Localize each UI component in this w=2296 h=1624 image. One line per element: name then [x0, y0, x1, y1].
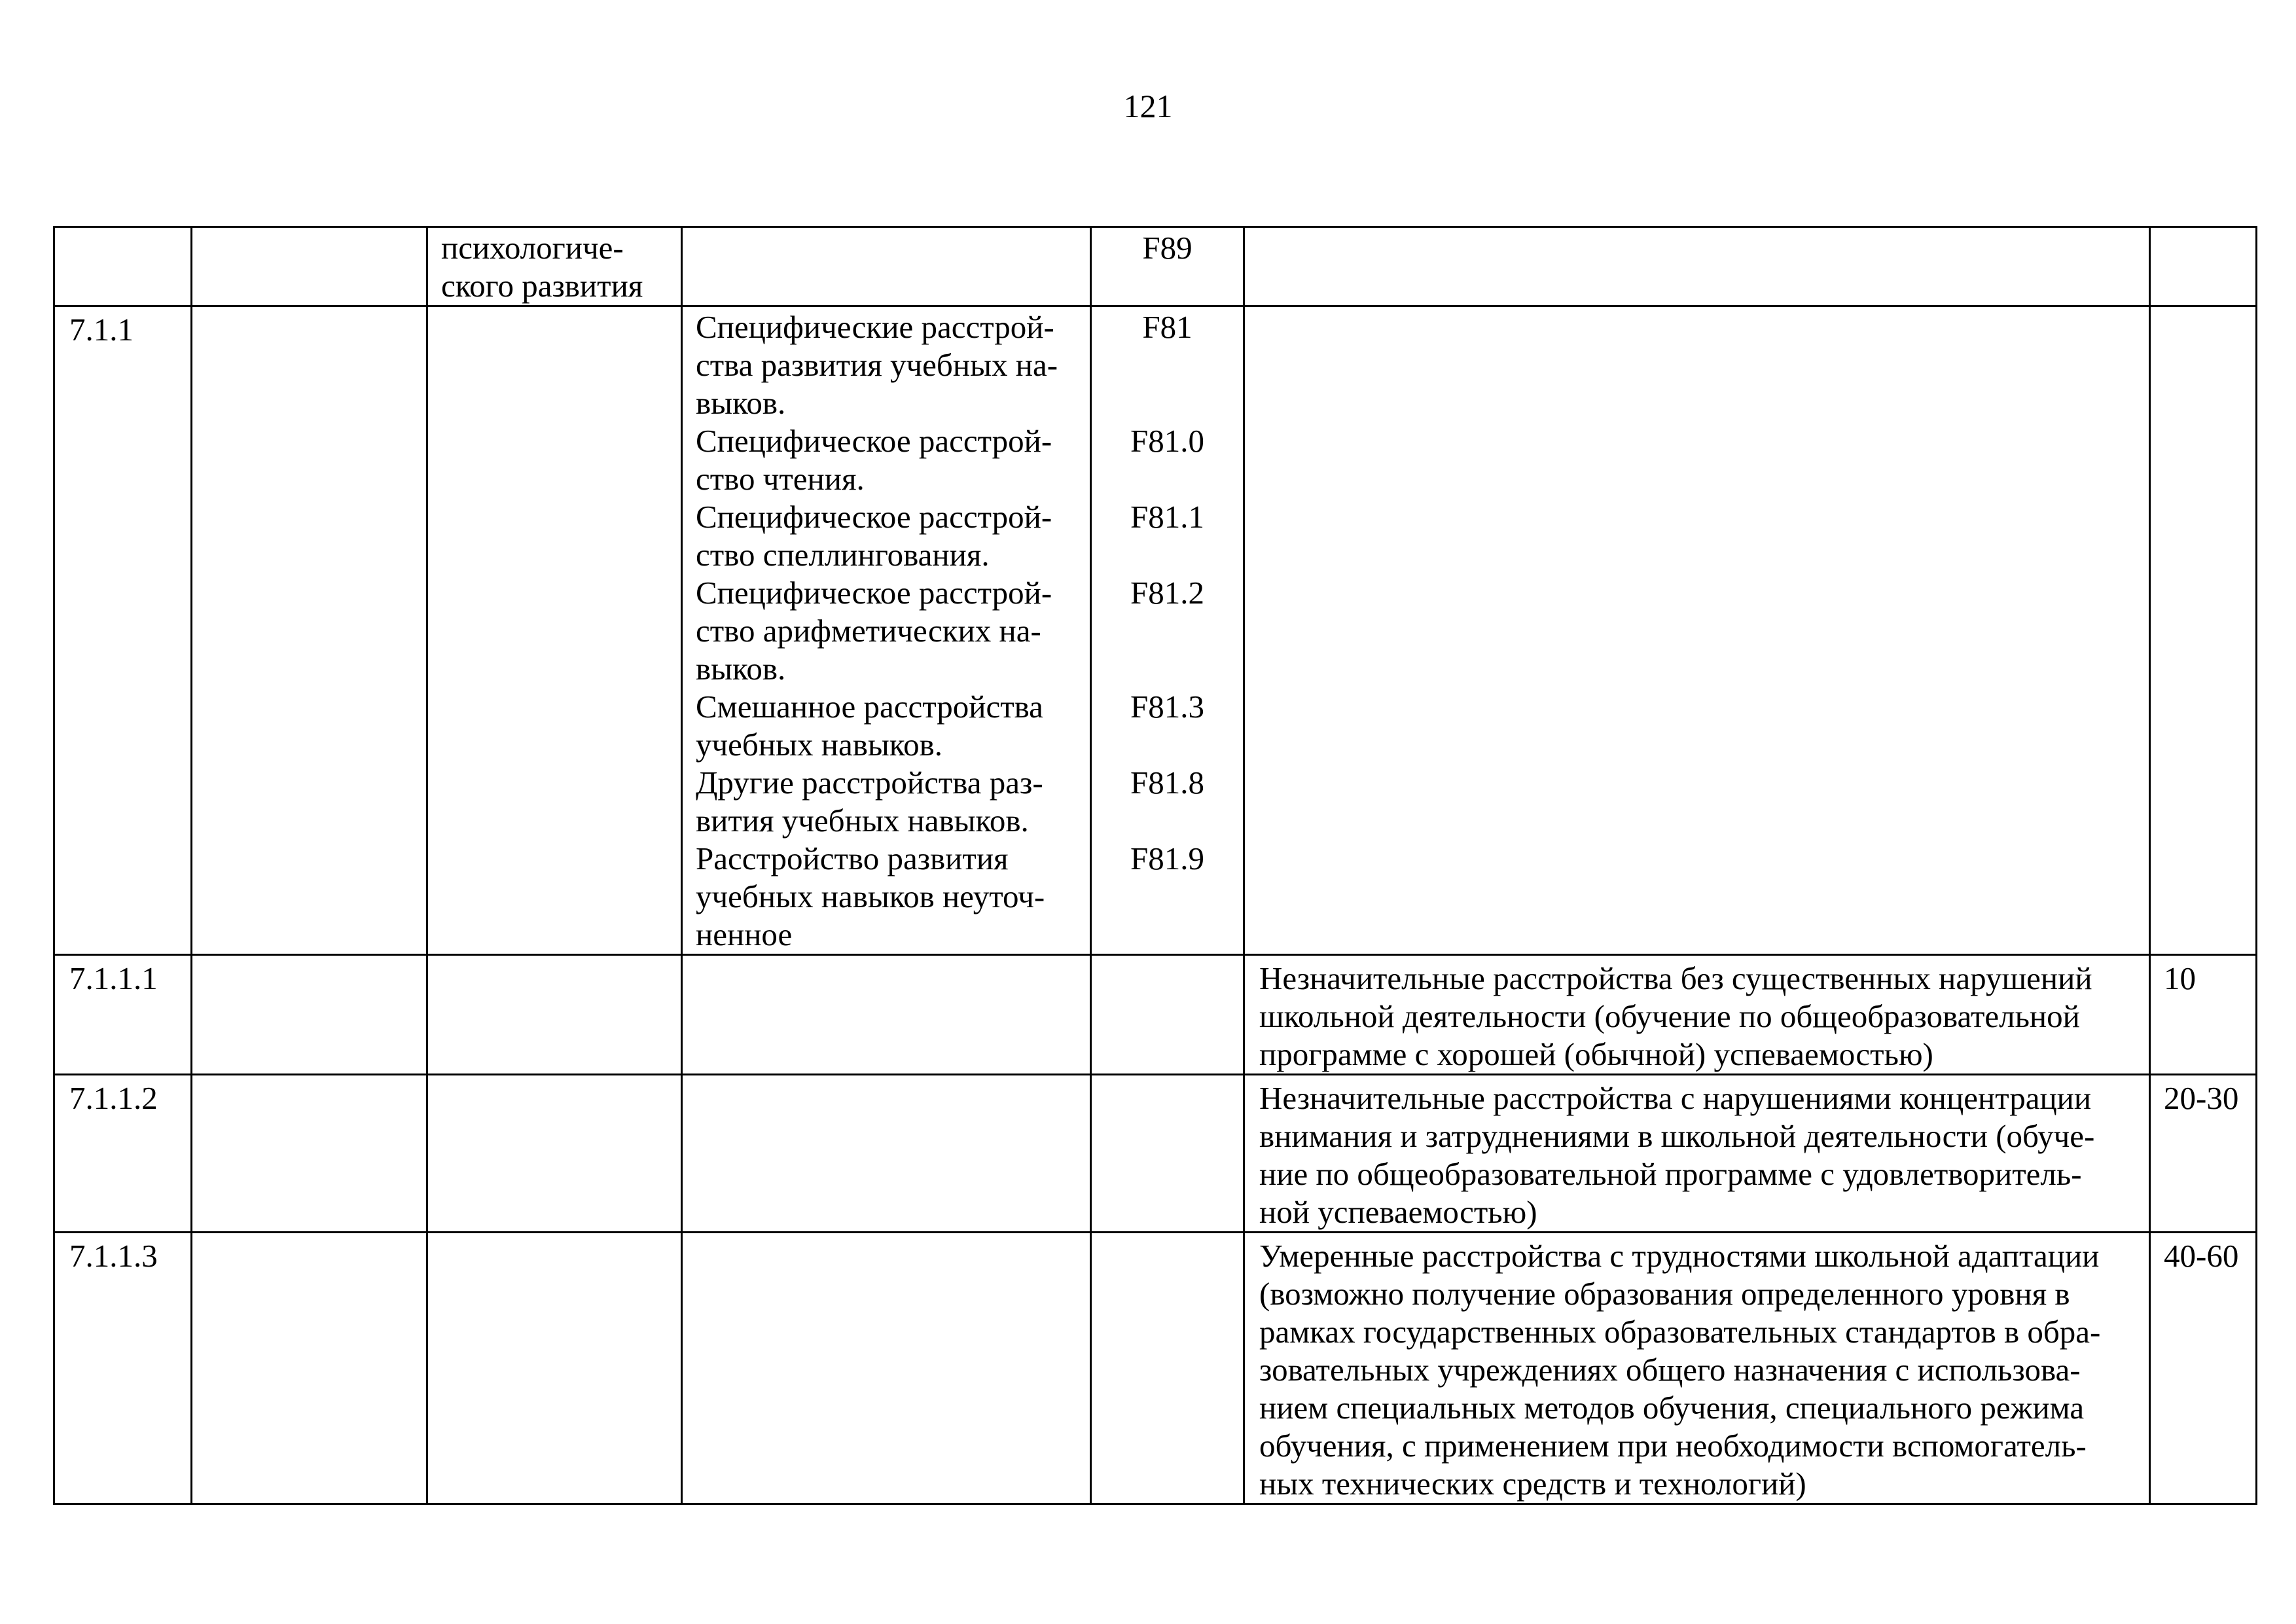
- table-row-7-1-1-2: [54, 1075, 2257, 1233]
- disorder-name: Расстройство развития учебных навыков неуточ- ненное: [696, 840, 1045, 952]
- category-text: психологиче- ского развития: [441, 230, 643, 304]
- cell-empty: [427, 306, 682, 955]
- cell-empty: [192, 955, 427, 1075]
- cell-empty: [1244, 227, 2150, 306]
- cell-empty: [427, 1075, 682, 1233]
- cell-empty: [2150, 306, 2257, 955]
- severity-description: Незначительные расстройства с нарушениями концентрации внимания и затруднениями в школьной деятельности (обуче- ние по общеобразовательной программе с удовлетворитель- ной успеваемостью): [1259, 1080, 2095, 1230]
- cell-empty: [1091, 1075, 1244, 1233]
- cell-empty: [682, 227, 1091, 306]
- cell-empty: [192, 306, 427, 955]
- icd-code: F81.9: [1130, 840, 1204, 876]
- disorder-name: Специфическое расстрой- ство чтения.: [696, 423, 1052, 497]
- disorder-name: Специфическое расстрой- ство спеллингования.: [696, 499, 1052, 573]
- cell-empty: [192, 1233, 427, 1504]
- cell-empty: [427, 955, 682, 1075]
- impairment-percent: 40-60: [2164, 1238, 2239, 1274]
- cell-empty: [682, 1233, 1091, 1504]
- cell-number: [54, 1075, 192, 1233]
- table-row-7-1-1-3: [54, 1233, 2257, 1504]
- disorder-name: Специфическое расстрой- ство арифметических на- выков.: [696, 575, 1052, 687]
- cell-empty: [682, 1075, 1091, 1233]
- table-row-continuation: [54, 227, 2257, 306]
- cell-empty: [427, 1233, 682, 1504]
- cell-icd-codes: [1091, 306, 1244, 955]
- row-number: 7.1.1.3: [69, 1238, 158, 1274]
- severity-description: Незначительные расстройства без существенных нарушений школьной деятельности (обучение по общеобразовательной программе с хорошей (обычной) успеваемостью): [1259, 960, 2092, 1072]
- icd-code: F89: [1142, 230, 1193, 266]
- cell-description: [1244, 1233, 2150, 1504]
- row-number: 7.1.1.1: [69, 960, 158, 996]
- cell-number: [54, 227, 192, 306]
- table-row-7-1-1-1: [54, 955, 2257, 1075]
- row-number: 7.1.1.2: [69, 1080, 158, 1116]
- page-number: 121: [1123, 88, 1173, 124]
- cell-empty: [1244, 306, 2150, 955]
- icd-code: F81.8: [1130, 765, 1204, 801]
- cell-percent: [2150, 1233, 2257, 1504]
- table-row-7-1-1: [54, 306, 2257, 955]
- icd-code: F81.3: [1130, 689, 1204, 725]
- icd-code: F81: [1142, 309, 1193, 345]
- severity-description: Умеренные расстройства с трудностями школьной адаптации (возможно получение образования определенного уровня в рамках государственных образовательных стандартов в обра- зовательных учреждениях общего назначения с использова- нием специальных методов обучения, специального режима обучения, с применением при необходимости вспомогатель- ных технических средств и технологий): [1259, 1238, 2101, 1502]
- disorder-name: Специфические расстрой- ства развития учебных на- выков.: [696, 309, 1058, 421]
- cell-empty: [2150, 227, 2257, 306]
- criteria-table: [53, 226, 2257, 1505]
- cell-empty: [682, 955, 1091, 1075]
- cell-number: [54, 955, 192, 1075]
- icd-code: F81.1: [1130, 499, 1204, 535]
- icd-code: F81.2: [1130, 575, 1204, 611]
- cell-disorder-names: [682, 306, 1091, 955]
- impairment-percent: 20-30: [2164, 1080, 2239, 1116]
- cell-number: [54, 1233, 192, 1504]
- disorder-name: Смешанное расстройства учебных навыков.: [696, 689, 1043, 763]
- cell-category-continuation: [427, 227, 682, 306]
- icd-code: F81.0: [1130, 423, 1204, 459]
- cell-empty: [1091, 1233, 1244, 1504]
- cell-icd-code: [1091, 227, 1244, 306]
- cell-percent: [2150, 955, 2257, 1075]
- cell-description: [1244, 955, 2150, 1075]
- cell-description: [1244, 1075, 2150, 1233]
- cell-percent: [2150, 1075, 2257, 1233]
- impairment-percent: 10: [2164, 960, 2196, 996]
- cell-number: [54, 306, 192, 955]
- cell-empty: [1091, 955, 1244, 1075]
- disorder-name: Другие расстройства раз- вития учебных навыков.: [696, 765, 1043, 839]
- row-number: 7.1.1: [69, 312, 134, 348]
- cell-empty: [192, 1075, 427, 1233]
- cell-empty: [192, 227, 427, 306]
